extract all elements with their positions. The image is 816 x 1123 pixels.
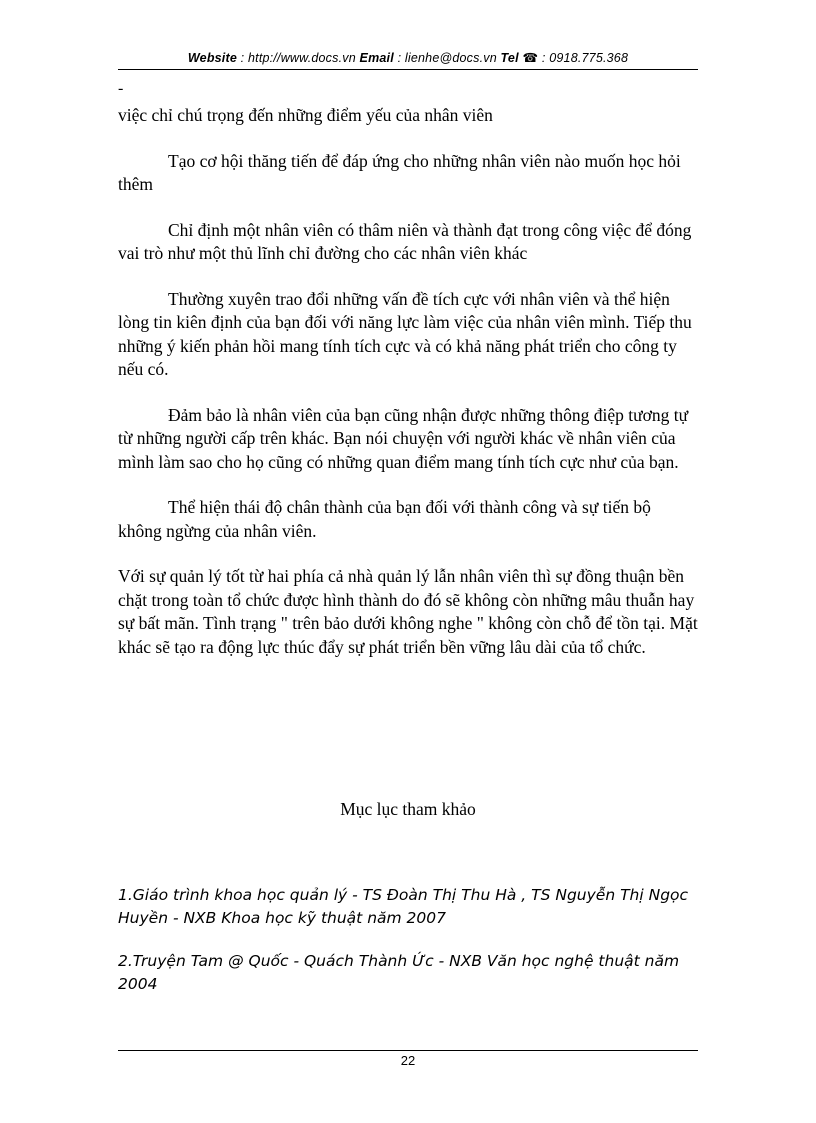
website-label: Website [187, 51, 237, 65]
tel-label: Tel [500, 51, 519, 65]
page-header [118, 50, 698, 65]
paragraph-4: Thường xuyên trao đổi những vấn đề tích cực với nhân viên và thể hiện lòng tin kiên định của bạn đối với năng lực làm việc của nhân viên mình. Tiếp thu những ý kiến phản hồi mang tính tích cực và có khả năng phát triển cho công ty nếu có. [118, 288, 692, 379]
paragraph-7: Với sự quản lý tốt từ hai phía cả nhà quản lý lẫn nhân viên thì sự đồng thuận bền chặt trong toàn tổ chức được hình thành do đó sẽ không còn những mâu thuẫn hay sự bất mãn. Tình trạng " trên bảo dưới không nghe " không còn chỗ để tồn tại. Mặt khác sẽ tạo ra động lực thúc đẩy sự phát triển bền vững lâu dài của tổ chức. [118, 566, 698, 657]
paragraph-6: Thể hiện thái độ chân thành của bạn đối với thành công và sự tiến bộ không ngừng của nhân viên. [118, 497, 651, 541]
tel-value: : 0918.775.368 [538, 51, 629, 65]
paragraph-5: Đảm bảo là nhân viên của bạn cũng nhận được những thông điệp tương tự từ những người cấp trên khác. Bạn nói chuyện với người khác về nhân viên của mình làm sao cho họ cũng có những quan điểm mang tính tích cực như của bạn. [118, 404, 689, 472]
paragraph-1: việc chỉ chú trọng đến những điểm yếu của nhân viên [118, 105, 493, 125]
list-dash: - [118, 80, 124, 97]
website-url[interactable]: http://www.docs.vn [248, 51, 356, 65]
email-label: Email [359, 51, 394, 65]
footer-divider [118, 1050, 698, 1051]
references-list [118, 884, 698, 1016]
body-text [118, 104, 698, 659]
phone-icon: ☎ [522, 51, 539, 65]
email-separator: : [393, 51, 405, 65]
reference-item-2: 2.Truyện Tam @ Quốc - Quách Thành Ức - NXB Văn học nghệ thuật năm 2004 [118, 952, 680, 993]
references-title: Mục lục tham khảo [340, 799, 476, 819]
header-divider [118, 69, 698, 70]
paragraph-2: Tạo cơ hội thăng tiến để đáp ứng cho những nhân viên nào muốn học hỏi thêm [118, 150, 681, 194]
reference-item-1: 1.Giáo trình khoa học quản lý - TS Đoàn Thị Thu Hà , TS Nguyễn Thị Ngọc Huyền - NXB Khoa học kỹ thuật năm 2007 [118, 886, 689, 927]
website-separator: : [237, 51, 249, 65]
email-value[interactable]: lienhe@docs.vn [404, 51, 497, 65]
paragraph-3: Chỉ định một nhân viên có thâm niên và thành đạt trong công việc để đóng vai trò như một thủ lĩnh chỉ đường cho các nhân viên khác [118, 219, 692, 263]
page-number: 22 [400, 1053, 416, 1068]
